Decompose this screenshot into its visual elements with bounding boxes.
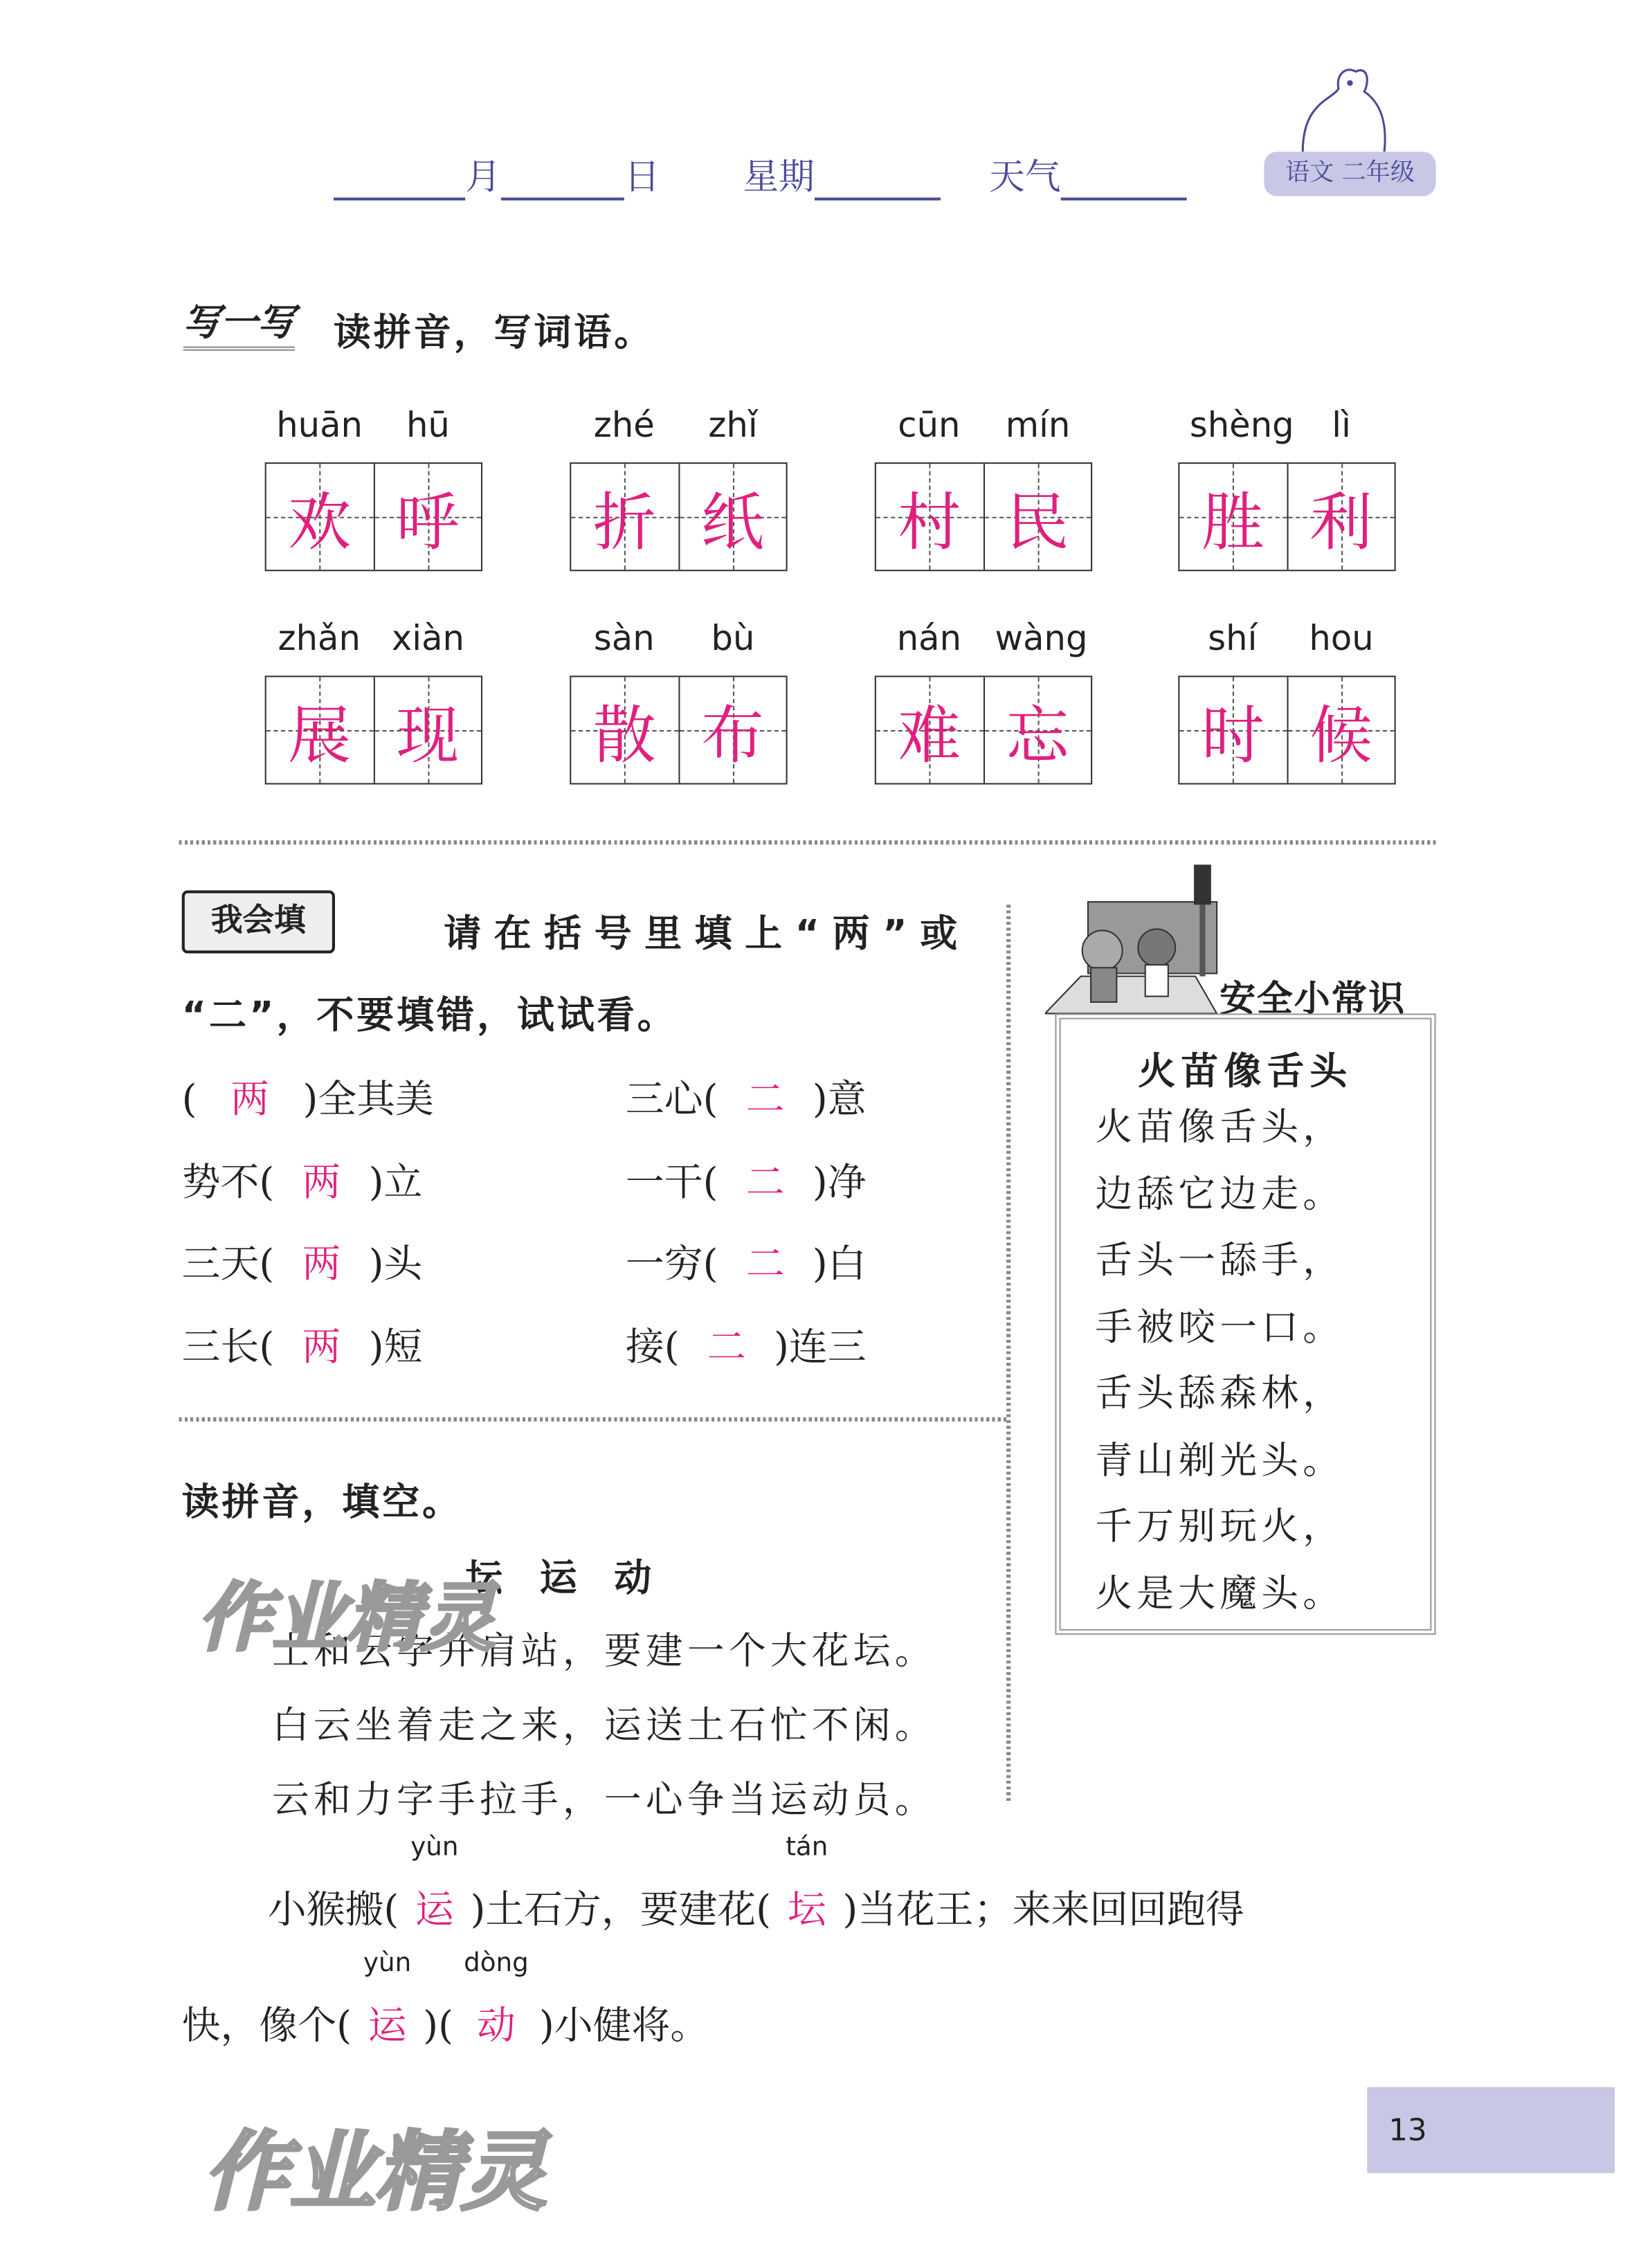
poem-title: 火苗像舌头 (1138, 1051, 1353, 1094)
pinyin-hint: tán (786, 1832, 828, 1862)
pinyin-hint: yùn (363, 1948, 412, 1979)
char-cell[interactable] (876, 677, 984, 783)
fill-sentence-2 (181, 1948, 709, 2050)
answer-char: 折 (592, 487, 656, 560)
char-cell[interactable] (266, 464, 374, 570)
pinyin: mín (1005, 405, 1071, 446)
char-cell[interactable] (984, 677, 1091, 783)
idiom-text: )意 (812, 1078, 867, 1123)
pinyin-hint: yùn (410, 1832, 459, 1862)
poem-line: 千万别玩火， (1095, 1505, 1345, 1550)
rhyme-line: 土和云字并肩站，要建一个大花坛。 (271, 1630, 936, 1673)
answer-field[interactable]: 两 (302, 1242, 341, 1287)
answer-char: 忘 (1006, 700, 1069, 773)
date-line (334, 149, 1187, 200)
pinyin: zhǎn (278, 618, 361, 659)
pinyin: hou (1309, 618, 1374, 659)
answer-field[interactable] (771, 1832, 842, 1934)
poem-line: 舌头舔森林， (1095, 1372, 1345, 1416)
subject-grade-badge: 语文 二年级 (1264, 152, 1435, 196)
answer-char: 利 (1309, 487, 1373, 560)
fill-section-tag: 我会填 (182, 891, 335, 954)
section2-instruction-2: “二”，不要填错，试试看。 (181, 995, 678, 1038)
answer-char: 时 (1201, 700, 1264, 773)
answer-field[interactable] (453, 1948, 539, 2050)
answer-char: 呼 (396, 487, 460, 560)
char-cell[interactable] (984, 464, 1091, 570)
pinyin: shí (1208, 618, 1258, 659)
tianzige-box[interactable] (265, 675, 482, 784)
char-cell[interactable] (679, 464, 786, 570)
idiom-item (182, 1315, 423, 1371)
char-cell[interactable] (1288, 464, 1395, 570)
pinyin: zhé (593, 405, 655, 446)
answer-char: 纸 (700, 487, 765, 560)
answer-field[interactable]: 二 (707, 1325, 746, 1370)
answer-char: 欢 (288, 487, 352, 560)
char-cell[interactable] (1179, 464, 1287, 570)
pinyin: wàng (995, 618, 1088, 659)
answer-char: 散 (592, 700, 656, 773)
weather-blank[interactable] (1061, 197, 1187, 200)
pinyin: nán (896, 618, 962, 659)
text: )当花王；来来回回跑得 (842, 1888, 1244, 1933)
tianzige-box[interactable] (570, 462, 787, 571)
answer-field[interactable]: 二 (745, 1160, 785, 1205)
idiom-item (626, 1150, 867, 1206)
section2-instruction-1: 请 在 括 号 里 填 上 “ 两 ” 或 (444, 913, 958, 956)
char-cell[interactable] (1179, 677, 1287, 783)
mascot-icon (1296, 60, 1396, 155)
answer-field[interactable]: 二 (745, 1242, 785, 1287)
idiom-text: )立 (368, 1160, 423, 1205)
idiom-item (182, 1150, 423, 1206)
poem-line: 边舔它边走。 (1095, 1173, 1345, 1217)
char-cell[interactable] (876, 464, 984, 570)
answer-char: 民 (1006, 487, 1069, 560)
pinyin: huān (276, 405, 363, 446)
idiom-text: 三心( (625, 1078, 718, 1123)
watermark-logo: 作业精灵 (197, 1576, 496, 1662)
idiom-text: 一穷( (625, 1242, 718, 1287)
idiom-text: )全其美 (302, 1078, 434, 1123)
answer-field[interactable]: 两 (302, 1160, 341, 1205)
divider (179, 1417, 1010, 1422)
safety-tips-heading: 安全小常识 (1220, 977, 1406, 1019)
idiom-text: 接( (625, 1325, 680, 1370)
section1-title: 读拼音，写词语。 (333, 311, 655, 355)
text: )土石方，要建花( (470, 1888, 772, 1933)
weather-label: 天气 (989, 156, 1061, 198)
char-cell[interactable] (374, 677, 481, 783)
pinyin: lì (1332, 405, 1351, 446)
idiom-item (626, 1315, 867, 1371)
char-cell[interactable] (679, 677, 786, 783)
answer: 运 (415, 1888, 454, 1933)
day-blank[interactable] (501, 197, 624, 200)
rhyme-line: 白云坐着走之来，运送土石忙不闲。 (271, 1705, 936, 1748)
weekday-blank[interactable] (815, 197, 941, 200)
idiom-item (626, 1233, 867, 1289)
answer-field[interactable] (352, 1948, 423, 2050)
answer-field[interactable]: 二 (745, 1078, 785, 1123)
page-number: 13 (1367, 2087, 1615, 2173)
pinyin: zhǐ (708, 405, 758, 446)
answer-field[interactable] (399, 1832, 470, 1934)
idiom-text: )净 (812, 1160, 867, 1205)
tianzige-box[interactable] (1178, 462, 1395, 571)
rhyme-line: 云和力字手拉手，一心争当运动员。 (271, 1779, 936, 1823)
text: )小健将。 (539, 2004, 709, 2049)
text: )( (423, 2004, 453, 2049)
cat-dog-crossing-illustration (1045, 862, 1231, 1016)
month-blank[interactable] (334, 197, 465, 200)
char-cell[interactable] (1288, 677, 1395, 783)
target-chars: 坛 运 动 (465, 1557, 652, 1601)
idiom-text: )短 (368, 1325, 423, 1370)
text: 小猴搬( (267, 1888, 399, 1933)
tianzige-box[interactable] (1178, 675, 1395, 784)
idiom-text: ( (181, 1078, 197, 1123)
poem-line: 火苗像舌头， (1095, 1106, 1345, 1150)
char-cell[interactable] (266, 677, 374, 783)
poem-line: 青山剃光头。 (1095, 1439, 1345, 1482)
fill-sentence-1 (267, 1832, 1244, 1934)
watermark-logo: 作业精灵 (203, 2123, 547, 2224)
answer-char: 现 (396, 700, 460, 773)
answer: 动 (477, 2004, 516, 2049)
pinyin-hint: dòng (464, 1948, 529, 1979)
idiom-text: 三天( (181, 1242, 275, 1287)
idiom-item (182, 1233, 423, 1289)
answer-char: 展 (288, 700, 352, 773)
answer-char: 村 (898, 487, 961, 560)
safety-poem-card (1055, 1013, 1435, 1635)
char-cell[interactable] (571, 677, 679, 783)
pinyin: shèng (1189, 405, 1294, 446)
tianzige-box[interactable] (265, 462, 482, 571)
char-cell[interactable] (374, 464, 481, 570)
answer-char: 胜 (1201, 487, 1264, 560)
poem-line: 舌头一舔手， (1095, 1240, 1345, 1283)
idiom-item (626, 1068, 867, 1124)
month-label: 月 (465, 156, 501, 198)
answer: 坛 (787, 1888, 826, 1933)
text: 快，像个( (181, 2004, 352, 2049)
pinyin: cūn (898, 405, 961, 446)
poem-line: 火是大魔头。 (1095, 1572, 1345, 1616)
tianzige-box[interactable] (875, 675, 1092, 784)
pinyin: hū (406, 405, 450, 446)
weekday-label: 星期 (743, 156, 815, 198)
answer-char: 难 (898, 700, 961, 773)
char-cell[interactable] (571, 464, 679, 570)
answer-field[interactable]: 两 (302, 1325, 341, 1370)
day-label: 日 (624, 156, 660, 198)
section3-title: 读拼音，填空。 (181, 1481, 463, 1525)
answer-char: 候 (1309, 700, 1373, 773)
idiom-text: 势不( (181, 1160, 275, 1205)
pinyin: xiàn (391, 618, 464, 659)
idiom-text: )白 (812, 1242, 867, 1287)
idiom-text: 三长( (181, 1325, 275, 1370)
pinyin: sàn (593, 618, 655, 659)
tianzige-box[interactable] (875, 462, 1092, 571)
pinyin: bù (711, 618, 755, 659)
tianzige-box[interactable] (570, 675, 787, 784)
vertical-divider (1006, 905, 1010, 1804)
divider (179, 840, 1436, 844)
idiom-item (182, 1068, 434, 1124)
idiom-text: 一干( (625, 1160, 718, 1205)
poem-line: 手被咬一口。 (1095, 1306, 1345, 1350)
idiom-text: )头 (368, 1242, 423, 1287)
answer: 运 (368, 2004, 407, 2049)
answer-field[interactable]: 两 (230, 1078, 269, 1123)
answer-char: 布 (700, 700, 765, 773)
write-section-tag: 写一写 (183, 293, 295, 351)
idiom-text: )连三 (774, 1325, 867, 1370)
